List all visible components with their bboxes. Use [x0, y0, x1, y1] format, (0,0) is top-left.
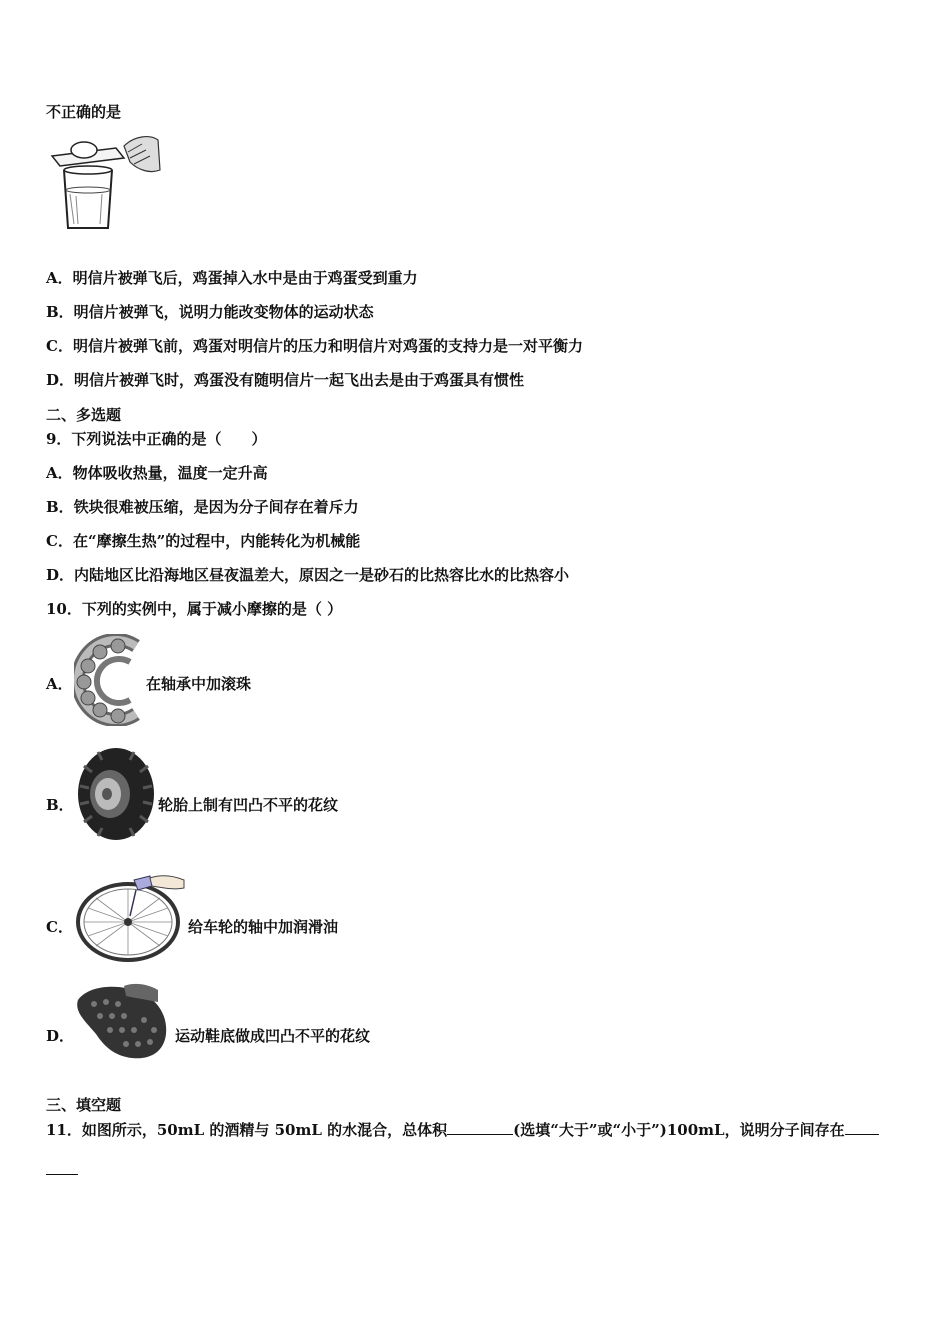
q11-stem-part1: 11．如图所示，50mL 的酒精与 50mL 的水混合，总体积: [46, 1121, 448, 1139]
q10-option-d-label: D．: [46, 1027, 75, 1045]
q11-blank-continuation: [46, 1160, 78, 1180]
q9-option-b: B．铁块很难被压缩，是因为分子间存在着斥力: [46, 498, 359, 516]
q9-option-a: A．物体吸收热量，温度一定升高: [46, 464, 268, 482]
section-heading-multiple-choice: 二、多选题: [46, 406, 122, 424]
section-heading-fill-in: 三、填空题: [46, 1096, 122, 1114]
q10-stem: 10．下列的实例中，属于减小摩擦的是（ ）: [46, 600, 343, 618]
q11-answer-blank-2-continued[interactable]: [46, 1160, 78, 1175]
q10-option-a-label: A．: [46, 675, 73, 693]
egg-card-glass-figure: [46, 130, 162, 236]
q9-stem: 9．下列说法中正确的是（ ）: [46, 430, 267, 448]
q10-option-d-text: 运动鞋底做成凹凸不平的花纹: [175, 1027, 371, 1045]
bicycle-wheel-oil-icon: [74, 872, 186, 964]
q9-option-d: D．内陆地区比沿海地区昼夜温差大，原因之一是砂石的比热容比水的比热容小: [46, 566, 570, 584]
q11-stem-part2: (选填“大于”或“小于”)100mL，说明分子间存在: [513, 1121, 845, 1139]
sneaker-sole-icon: [74, 982, 172, 1062]
q10-option-b-label: B．: [46, 796, 74, 814]
q9-option-c: C．在“摩擦生热”的过程中，内能转化为机械能: [46, 532, 361, 550]
q10-option-c-text: 给车轮的轴中加润滑油: [188, 918, 339, 936]
tire-icon: [74, 746, 156, 842]
q8-option-c: C．明信片被弹飞前，鸡蛋对明信片的压力和明信片对鸡蛋的支持力是一对平衡力: [46, 337, 583, 355]
q8-option-b: B．明信片被弹飞，说明力能改变物体的运动状态: [46, 303, 374, 321]
q10-option-b-text: 轮胎上制有凹凸不平的花纹: [158, 796, 339, 814]
q11-stem: [46, 1120, 879, 1140]
q11-answer-blank-1[interactable]: [447, 1120, 513, 1135]
q10-option-a-text: 在轴承中加滚珠: [146, 675, 252, 693]
ball-bearing-icon: [74, 634, 144, 726]
q8-option-d: D．明信片被弹飞时，鸡蛋没有随明信片一起飞出去是由于鸡蛋具有惯性: [46, 371, 525, 389]
q8-stem-tail: 不正确的是: [46, 103, 122, 121]
q11-answer-blank-2[interactable]: [845, 1120, 879, 1135]
q10-option-c-label: C．: [46, 918, 73, 936]
q8-option-a: A．明信片被弹飞后，鸡蛋掉入水中是由于鸡蛋受到重力: [46, 269, 418, 287]
